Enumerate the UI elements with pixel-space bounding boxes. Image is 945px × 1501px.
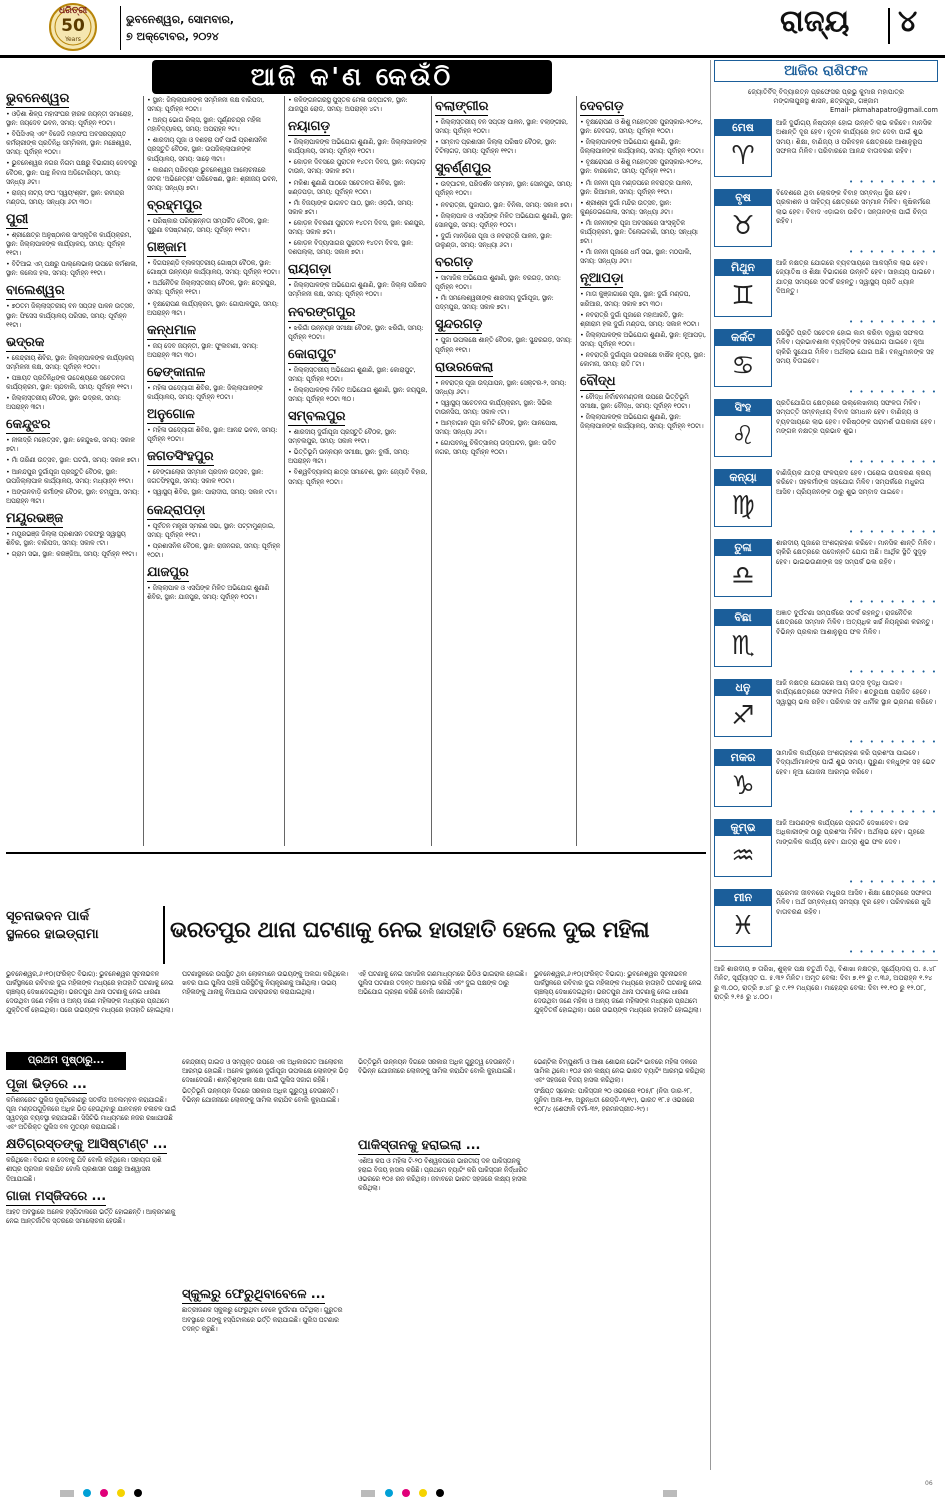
- event-item: • ଆନନ୍ଦପୁର ଦୁର୍ଗାପୂଜା ପ୍ରସ୍ତୁତି ବୈଠକ, ସ୍ଥାନ: ଉପଜିଲ୍ଲାପାଳ କାର୍ଯ୍ୟାଳୟ, ସମୟ: ମଧ୍ୟାହ୍ନ ୧୨ଟା।: [6, 467, 134, 485]
- front-paragraph: ଭିତ୍ତିଭୂମି ଉନ୍ନୟନ ଦିଗରେ ସରକାର ଅଧିକ ଗୁରୁତ୍ୱ ଦେଉଛନ୍ତି। ବିଭିନ୍ନ ଯୋଜନାରେ ଲୋକଙ୍କୁ ସାମିଲ କରାଯିବ ବୋଲି କୁହାଯାଇଛି।: [358, 1058, 515, 1076]
- registration-mark: [436, 1489, 444, 1497]
- district-heading: କେନ୍ଦ୍ରାପଡ଼ା: [147, 502, 206, 518]
- events-column-3: [288, 96, 428, 846]
- zodiac-badge: [714, 259, 772, 317]
- news-paragraph: ଭୁବନେଶ୍ୱର,୬।୧୦(ଫରିକ୍ତ ବିଭାଗ): ଭୁବନେଶ୍ୱର ସୂଚନାଭବନ ପାର୍କସ୍ଥଳରେ ରବିବାର ଦୁଇ ମହିଳାଙ୍କ ମଧ୍ୟରେ ହାତାହାତି ଘଟଣାକୁ ନେଇ ଚାଞ୍ଚଲ୍ୟ ଦେଖାଦେଇଥିଲା। ଭରତପୁର ଥାନା ଘଟଣାକୁ ନେଇ ଧାରଣା ଦେଉଥିବା ଜଣେ ମହିଳା ଓ ଅନ୍ୟ ଜଣେ ମହିଳାଙ୍କ ମଧ୍ୟରେ ପ୍ରଥମେ ଯୁକ୍ତିତର୍କ ହୋଇଥିଲା। ପରେ ଉଭୟଙ୍କ ମଧ୍ୟରେ ହାତାହାତି ହୋଇଥିଲା।: [6, 970, 174, 1015]
- zodiac-prediction: ଆଜି ଆପଣଙ୍କ କାର୍ଯ୍ୟରେ ପ୍ରଗତି ଦେଖାଦେବ। ଉଚ୍ଚ ଅଧିକାରୀଙ୍କ ଠାରୁ ପ୍ରଶଂସା ମିଳିବ। ଅର୍ଥଲାଭ ହେବ। ଗୃହରେ ମାଙ୍ଗଳିକ କାର୍ଯ୍ୟ ହେବ। ଯାତ୍ରା ଶୁଭ ଫଳ ଦେବ।: [776, 819, 925, 846]
- event-item: • ମହିଳା ଉଦ୍ୟୋଗୀ ଶିବିର, ସ୍ଥାନ: ଆନନ୍ଦ ଭବନ, ସମୟ: ପୂର୍ବାହ୍ନ ୧୦ଟା।: [147, 426, 278, 444]
- zodiac-icon: ♓: [731, 911, 755, 941]
- rashifala-address: ମଙ୍ଗଳାପୁରସ୍ଥ ଶାସନ, ଛତ୍ରପୁର, ଗଞ୍ଜାମ: [773, 97, 879, 105]
- zodiac-row: [714, 469, 938, 527]
- district-heading: ମୟୂରଭଞ୍ଜ: [6, 510, 64, 526]
- separator-dots-icon: • • • • • • • • •: [849, 808, 938, 816]
- event-item: • କଳିଙ୍ଗନଗରସ୍ଥ ପୁସ୍ତକ ମେଳା ଉଦ୍‌ଘାଟନ, ସ୍ଥାନ: ଯାଜପୁର ରୋଡ, ସମୟ: ଅପରାହ୍ନ ୪ଟା।: [288, 96, 408, 114]
- separator-dots-icon: • • • • • • • • •: [849, 668, 938, 676]
- front-label-text: ପ୍ରଥମ ପୃଷ୍ଠାରୁ...: [27, 1055, 105, 1066]
- district-heading: ବରଗଡ଼: [435, 255, 473, 271]
- separator-dots-icon: • • • • • • • • •: [849, 318, 938, 326]
- news-paragraph: ଏହି ଘଟଣାକୁ ନେଇ ସାମାଜିକ ଗଣମାଧ୍ୟମରେ ଭିଡିଓ ଭାଇରାଲ ହୋଇଛି। ପୁଲିସ ଘଟଣାର ତଦନ୍ତ ଆରମ୍ଭ କରିଛି ଏବଂ ଦୁଇ ପକ୍ଷଙ୍କ ଠାରୁ ଅଭିଯୋଗ ଗ୍ରହଣ କରିଛି ବୋଲି ଜଣାପଡ଼ିଛି।: [358, 970, 527, 997]
- event-item: • ମାତା କୁଞ୍ଜାଗାରେ ପୂଜା, ସ୍ଥାନ: ଦୁର୍ଗା ମଣ୍ଡପ, ଖରିଆର, ସମୟ: ସକାଳ ୭ଟା ୩୦।: [580, 290, 691, 308]
- registration-mark: [402, 1489, 410, 1497]
- zodiac-prediction: ପ୍ରତିଯୋଗିତା କ୍ଷେତ୍ରରେ ଉଲ୍ଲେଖନୀୟ ସଫଳତା ମିଳିବ। ସମ୍ପତ୍ତି ସମ୍ବନ୍ଧୀୟ ବିବାଦ ସମାଧାନ ହେବ। ବାଣିଜ୍ୟ ଓ ବ୍ୟବସାୟରେ ଲାଭ ହେବ। ବରିଷ୍ଠଙ୍କ ପରାମର୍ଶ ଉପକାରୀ ହେବ। ମଙ୍ଗଳ ନକ୍ଷତ୍ର ପ୍ରଭାବ ଶୁଭ।: [776, 399, 936, 435]
- event-item: • ମକିଶା ଶୁଣାଣି ପାଠରେ ସଚେତନତା ଶିବିର, ସ୍ଥାନ: ଖଣ୍ଡପଡ଼ା, ସମୟ: ପୂର୍ବାହ୍ନ ୧୦ଟା।: [288, 178, 406, 196]
- zodiac-icon: ♉: [731, 211, 755, 241]
- side-title-box: [6, 908, 161, 966]
- zodiac-badge: [714, 819, 772, 877]
- separator-dots-icon: • • • • • • • • •: [849, 388, 938, 396]
- zodiac-prediction: ଆଜି ନକ୍ଷତ୍ର ଯୋଗରେ ଆୟ ଉତ୍ସ ବୃଦ୍ଧି ପାଇବ। କାର୍ଯ୍ୟକ୍ଷେତ୍ରରେ ସଫଳତା ମିଳିବ। ଶତ୍ରୁପକ୍ଷ ପରାଜିତ ହେବେ। ସ୍ୱାସ୍ଥ୍ୟ ଭଲ ରହିବ। ପରିବାର ସହ ଧାର୍ମିକ ସ୍ଥାନ ଭ୍ରମଣ କରିବେ।: [776, 679, 937, 706]
- rashifala-title: ଆଜିର ରାଶିଫଳ: [784, 63, 868, 79]
- zodiac-name: କୁମ୍ଭ: [715, 820, 771, 836]
- separator-dots-icon: • • • • • • • • •: [849, 738, 938, 746]
- event-item: • ଜିଲ୍ଲାପାଳ ଓ ଏସପିଙ୍କ ମିଳିତ ଅଭିଯୋଗ ଶୁଣାଣି ଶିବିର, ସ୍ଥାନ: ଯାଜପୁର, ସମୟ: ପୂର୍ବାହ୍ନ ୧୦ଟା।: [147, 583, 270, 601]
- separator-dots-icon: • • • • • • • • •: [849, 598, 938, 606]
- zodiac-name: ବିଛା: [715, 610, 771, 626]
- event-item: • ବୌଦ୍ଧ ନିର୍ବାଚନମଣ୍ଡଳୀ ଉପରେ ଭିତ୍ତିଭୂମି ସମୀକ୍ଷା, ସ୍ଥାନ: ବୌଦ୍ଧ, ସମୟ: ପୂର୍ବାହ୍ନ ୧୦ଟା।: [580, 393, 690, 411]
- registration-mark: [100, 1489, 108, 1497]
- district-heading: ଭୁବନେଶ୍ୱର: [6, 91, 70, 106]
- sub2-heading: ସ୍କୁଲରୁ ଫେରୁଥିବାବେଳେ ...: [182, 1287, 326, 1303]
- zodiac-name: ବୃଷ: [715, 190, 771, 206]
- zodiac-prediction: ଶାରଦୀୟ ପୂଜାରେ ଅଂଶଗ୍ରହଣ କରିବେ। ମାନସିକ ଶାନ୍ତି ମିଳିବ। ଚାକିରି କ୍ଷେତ୍ରରେ ପଦୋନ୍ନତି ଯୋଗ ଅଛି। ଆର୍ଥିକ ସ୍ଥିତି ସୁଦୃଢ଼ ହେବ। ଭାଇଭଉଣୀଙ୍କ ସହ ସମ୍ପର୍କ ଭଲ ରହିବ।: [776, 539, 935, 566]
- rashifala-signs: [714, 119, 938, 956]
- front-paragraph: କେନ୍ଦ୍ରୀୟ ଗାଇଡ ଓ ସମ୍ପୃକ୍ତ ଉପରେ ଏକ ଅଧିକାରଗତ ଆଲୋଚନା ଆରମ୍ଭ ହୋଇଛି। ଅନେକ ସ୍ଥାନରେ ଦୁର୍ଗାପୂଜା ଉପଲକ୍ଷେ ଲୋକଙ୍କ ଭିଡ଼ ଦେଖାଦେଉଛି। ଶାନ୍ତିଶୃଙ୍ଖଳା ରକ୍ଷା ପାଇଁ ପୁଲିସ ସଜାଗ ରହିଛି।: [182, 1058, 349, 1085]
- registration-mark: [361, 1490, 375, 1497]
- separator-dots-icon: • • • • • • • • •: [849, 178, 938, 186]
- event-item: • ଜିଲ୍ଲାପାଳଙ୍କ ଅଭିଯୋଗ ଶୁଣାଣି, ସ୍ଥାନ: ଜିଲ୍ଲାପାଳଙ୍କ କାର୍ଯ୍ୟାଳୟ, ସମୟ: ପୂର୍ବାହ୍ନ ୧୦ଟା।: [580, 413, 704, 431]
- separator-dots-icon: • • • • • • • • •: [849, 878, 938, 886]
- zodiac-row: [714, 819, 938, 877]
- event-item: • କୋଡ଼ଳ ଦିବସରେ ପୁରାତନ ୧୪ତମ ଦିବସ, ସ୍ଥାନ: ନୟାଗଡ଼ ଟାଉନ, ସମୟ: ସକାଳ ୭ଟା।: [288, 158, 426, 176]
- rashifala-author: ଜ୍ୟୋତିର୍ବିଦ୍ ବିଦ୍ୟାରତ୍ନ ପ୍ରଫେସର ପ୍ରଭୁ କୁମାର ମହାପାତ୍ର: [748, 88, 904, 96]
- event-item: • ଗ୍ରାମ ସଭା, ସ୍ଥାନ: କରଞ୍ଜିଆ, ସମୟ: ପୂର୍ବାହ୍ନ ୧୧ଟା।: [6, 550, 137, 559]
- event-item: • ମୟୂରଭଞ୍ଜ ଜିଲ୍ଲା ପ୍ରଶାସନ ତରଫରୁ ସ୍ୱାସ୍ଥ୍ୟ ଶିବିର, ସ୍ଥାନ: ବାରିପଦା, ସମୟ: ସକାଳ ୯ଟା।: [6, 529, 126, 547]
- event-item: • କେନ୍ଦ୍ରୀୟ ଶିବିର, ସ୍ଥାନ: ଜିଲ୍ଲାପାଳଙ୍କ କାର୍ଯ୍ୟାଳୟ ସମ୍ମିଳନୀ କକ୍ଷ, ସମୟ: ପୂର୍ବାହ୍ନ ୧୦ଟା।: [6, 353, 134, 371]
- zodiac-icon: ♌: [731, 421, 755, 451]
- registration-mark: [60, 1490, 74, 1497]
- zodiac-name: ମିଥୁନ: [715, 260, 771, 276]
- district-heading: ଅନୁଗୋଳ: [147, 407, 195, 423]
- event-item: • ମାଁ ଜନନୀ ପୂଜା ମଣ୍ଡପରେ ନବରାତ୍ର ପାଳନ, ସ୍ଥାନ: ରିଆମାଳ, ସମୟ: ପୂର୍ବାହ୍ନ ୧୧ଟା।: [580, 178, 693, 196]
- zodiac-name: ତୁଳା: [715, 540, 771, 556]
- zodiac-icon: ♊: [731, 281, 755, 311]
- zodiac-name: ସିଂହ: [715, 400, 771, 416]
- zodiac-prediction: ପ୍ରେମଜ ଜୀବନରେ ମଧୁରତା ଆସିବ। ଶିକ୍ଷା କ୍ଷେତ୍ରରେ ସଫଳତା ମିଳିବ। ଅର୍ଥ ସମ୍ବନ୍ଧୀୟ ସମସ୍ୟା ଦୂର ହେବ। ପରିବାରରେ ଖୁସି ବାତାବରଣ ରହିବ।: [776, 889, 932, 916]
- event-item: • ନବରାତ୍ର ପୂଜା ଉଦ୍‌ଯାପନ, ସ୍ଥାନ: ସେକ୍ଟର-୨, ସମୟ: ସନ୍ଧ୍ୟା ୬ଟା।: [435, 378, 567, 396]
- anniversary-years: Years: [65, 36, 81, 43]
- event-item: • ଜିଲ୍ଲାପାଳଙ୍କ ଅଭିଯୋଗ ଶୁଣାଣି, ସ୍ଥାନ: ଜିଲ୍ଲା ପରିଷଦ ସମ୍ମିଳନୀ କକ୍ଷ, ସମୟ: ପୂର୍ବାହ୍ନ ୧୦ଟା।: [288, 281, 427, 299]
- event-item: • ଜିଲ୍ଲାସ୍ତରୀୟ ବୈଠକ, ସ୍ଥାନ: ଭଦ୍ରକ, ସମୟ: ଅପରାହ୍ନ ୩ଟା।: [6, 394, 121, 412]
- zodiac-row: [714, 399, 938, 457]
- front-column-1: [6, 1074, 176, 1466]
- zodiac-prediction: ବିଦେଶରେ ଥିବା ଲୋକଙ୍କ ବିବାହ ସମ୍ବନ୍ଧ ସ୍ଥିର ହେବ। ପ୍ରକାଶନ ଓ ସାହିତ୍ୟ କ୍ଷେତ୍ରରେ ସମ୍ମାନ ମିଳିବ। କୃଷିକର୍ମରେ ଲାଭ ହେବ। ବିବାଦ ଏଡ଼ାଇବା ଉଚିତ। ସନ୍ତାନଙ୍କ ପାଇଁ ଚିନ୍ତା ରହିବ।: [776, 189, 931, 225]
- event-item: • ଜିଲ୍ଲାସ୍ତରୀୟ ଅଭିଯୋଗ ଶୁଣାଣି, ସ୍ଥାନ: କୋରାପୁଟ, ସମୟ: ପୂର୍ବାହ୍ନ ୧୦ଟା।: [288, 365, 416, 383]
- event-item: • ବୃକ୍ଷରୋପଣ ଓ ଶିଶୁ ମହୋତ୍ସବ ପୁରସ୍କାର-୨୦୨୪, ସ୍ଥାନ: ବାରକୋଟ, ସମୟ: ପୂର୍ବାହ୍ନ ୧୧ଟା।: [580, 158, 703, 176]
- event-item: • ସ୍ଥାନ: ଜିଲ୍ଲାପାଳଙ୍କ ସମ୍ମିଳନୀ କକ୍ଷ ବାରିପଦା, ସମୟ: ପୂର୍ବାହ୍ନ ୧୦ଟା।: [147, 96, 265, 114]
- continuation-text: କରିଥିଲେ। ବିଭାଗ ନ ଦେବାକୁ ଯିବି ବୋଲି କହିଥିଲେ। ସହାୟତା ରାଶି ଶୀଘ୍ର ପ୍ରଦାନ କରାଯିବ ବୋଲି ପ୍ରଶାସନ ପକ୍ଷରୁ ଆଶ୍ୱାସନା ଦିଆଯାଇଛି।: [6, 1156, 162, 1183]
- zodiac-name: ମକର: [715, 750, 771, 766]
- section-title: ରାଜ୍ୟ: [780, 4, 850, 39]
- district-heading: ନୟାଗଡ଼: [288, 119, 330, 135]
- zodiac-name: ମୀନ: [715, 890, 771, 906]
- district-heading: କନ୍ଧମାଳ: [147, 322, 196, 338]
- zodiac-badge: [714, 329, 772, 387]
- column-divider: [431, 96, 432, 846]
- event-item: • ଦୁର୍ଗା ମାନଡ଼ିରେ ପୂଜା ଓ ନବରାତ୍ରି ପାଳନ, ସ୍ଥାନ: ଉଲୁଣ୍ଡା, ସମୟ: ସନ୍ଧ୍ୟା ୬ଟା।: [435, 231, 552, 249]
- zodiac-prediction: ସାମାଜିକ କାର୍ଯ୍ୟରେ ଅଂଶଗ୍ରହଣ କରି ପ୍ରଶଂସା ପାଇବେ। ବିଦ୍ୟାର୍ଥୀମାନଙ୍କ ପାଇଁ ଶୁଭ ସମୟ। ପୁରୁଣା ବନ୍ଧୁଙ୍କ ସହ ଭେଟ ହେବ। ନୂଆ ଯୋଜନା ଆରମ୍ଭ କରିବେ।: [776, 749, 936, 776]
- zodiac-badge: [714, 119, 772, 177]
- zodiac-icon: ♑: [731, 771, 755, 801]
- masthead-rule: [0, 55, 945, 58]
- event-item: • ମାଁ ଜନନୀଙ୍କ ପୂଜା ଅବସରରେ ସାଂସ୍କୃତିକ କାର୍ଯ୍ୟକ୍ରମ, ସ୍ଥାନ: ତିଲେଇବାଣି, ସମୟ: ସନ୍ଧ୍ୟା ୭ଟା।: [580, 218, 698, 246]
- zodiac-prediction: ଆଜି ଦୁର୍ଭାଗ୍ୟ ନିଷ୍ପନ୍ନ ହୋଇ ଉନ୍ନତି ଲାଭ କରିବେ। ମାନସିକ ଅଶାନ୍ତି ଦୂର ହେବ। ନୂତନ କାର୍ଯ୍ୟରେ ହାତ ଦେବା ପାଇଁ ଶୁଭ ସମୟ। ଶିକ୍ଷା, ବାଣିଜ୍ୟ ଓ ପରିବହନ କ୍ଷେତ୍ରରେ ଆଶାନୁରୂପ ସଫଳତା ମିଳିବ। ପରିବାରରେ ଆନନ୍ଦ ବାତାବରଣ ରହିବ।: [776, 119, 933, 155]
- page-code: 06: [925, 1480, 933, 1487]
- zodiac-badge: [714, 679, 772, 737]
- zodiac-row: [714, 259, 938, 317]
- front-paragraph: ସଂକ୍ଷିପ୍ତ ସ୍କୋର: ପାକିସ୍ତାନ ୨୦ ଓଭରରେ ୧୦୫/୮ (ନିଦା ଡାର-୨୮, ମୁନିବା ଅଲୀ-୧୭, ଅରୁନ୍ଧତୀ ରେଡ୍ଡି-୩/୧୯), ଭାରତ ୧୮.୫ ଓଭରରେ ୧୦୮/୪ (ଶେଫାଳି ବର୍ମା-୩୨, ହରମନପ୍ରୀତ-୨୯)।: [534, 1087, 695, 1114]
- district-heading: ନବରଙ୍ଗପୁର: [288, 304, 356, 320]
- event-item: • ସମ୍ବାଦ ପ୍ରଶାସନ ଜିଲ୍ଲା ପରିଷଦ ବୈଠକ, ସ୍ଥାନ: ଟିଟିଲାଗଡ଼, ସମୟ: ପୂର୍ବାହ୍ନ ୧୧ଟା।: [435, 138, 557, 156]
- event-item: • ବିପିସିଏଲ୍ ଏବଂ ବିଜେଡି ମହାସଂଘ ଅବସରପ୍ରାପ୍ତ କର୍ମଚାରୀଙ୍କ ପ୍ରତିନିଧି ସମ୍ମିଳନୀ, ସ୍ଥାନ: ମଞ୍ଚେଶ୍ୱର, ସମୟ: ପୂର୍ବାହ୍ନ ୧୦ଟା।: [6, 130, 132, 157]
- page-number: ୪: [898, 4, 918, 39]
- event-item: • ଭୁବନେଶ୍ୱର ନଗର ନିଗମ ପକ୍ଷରୁ ବିଭାଗୀୟ ଦେବଦ୍ରୁ ବୈଠକ, ସ୍ଥାନ: ପାନ୍ଥ ନିବାସ ଅଡିଟୋରିୟମ, ସମୟ: ସନ୍ଧ୍ୟା ୬ଟା।: [6, 159, 138, 186]
- news-headline: ଭରତପୁର ଥାନା ଘଟଣାକୁ ନେଇ ହାତାହାତି ହେଲେ ଦୁଇ ମହିଳା: [170, 918, 650, 943]
- news-body-col-3: [358, 970, 528, 1048]
- event-item: • ମହିଳା ଉଦ୍ୟୋଗୀ ଶିବିର, ସ୍ଥାନ: ଜିଲ୍ଲାପାଳଙ୍କ କାର୍ଯ୍ୟାଳୟ, ସମୟ: ପୂର୍ବାହ୍ନ ୧୦ଟା।: [147, 383, 263, 401]
- zodiac-icon: ♏: [731, 631, 755, 661]
- continuation-text: ଆହତ ଅବସ୍ଥାରେ ଅନେକ ହସ୍ପିଟାଲରେ ଭର୍ତ୍ତି ହୋଇଛନ୍ତି। ଆକ୍ରମଣକୁ ନେଇ ଆନ୍ତର୍ଜାତିକ ସ୍ତରରେ ସମାଲୋଚନା ହେଉଛି।: [6, 1207, 176, 1225]
- zodiac-icon: ♒: [731, 841, 755, 871]
- event-item: • ନବରାତ୍ରୀ, ପୁଜାପାଠ, ସ୍ଥାନ: ବିନିକା, ସମୟ: ସକାଳ ୭ଟା।: [435, 200, 573, 209]
- zodiac-icon: ♋: [731, 351, 755, 381]
- zodiac-row: [714, 609, 938, 667]
- district-heading: କେନ୍ଦୁଝର: [6, 417, 51, 433]
- zodiac-row: [714, 329, 938, 387]
- event-item: • ଦିଗପହଣ୍ଡି ବ୍ଲକସ୍ତରୀୟ ଗୋଷ୍ଠୀ ବୈଠକ, ସ୍ଥାନ: ଗୋଷ୍ଠୀ ଉନ୍ନୟନ କାର୍ଯ୍ୟାଳୟ, ସମୟ: ପୂର୍ବାହ୍ନ ୧୦ଟା।: [147, 259, 280, 277]
- event-item: • ଗୋପବନ୍ଧୁ ଚିକିତ୍ସାଳୟ ଉଦ୍‌ଘାଟନ, ସ୍ଥାନ: ଉଦିତ ନଗର, ସମୟ: ପୂର୍ବାହ୍ନ ୧୦ଟା।: [435, 439, 557, 457]
- event-item: • ଉଦ୍‌ଘାଟନ, ପରିଦର୍ଶନ ସମ୍ମାନ, ସ୍ଥାନ: ସୋନପୁର, ସମୟ: ପୂର୍ବାହ୍ନ ୧୦ଟା।: [435, 180, 573, 198]
- sub1-text: ଏଶିଆ କପ ଓ ମହିଳା ଟି-୨୦ ବିଶ୍ୱକପରେ ଭାରତୀୟ ଦଳ ପାକିସ୍ତାନକୁ ହରାଇ ବିଜୟ ହାସଲ କରିଛି। ପ୍ରଥମେ ବ୍ୟାଟିଂ କରି ପାକିସ୍ତାନ ନିର୍ଦ୍ଧାରିତ ଓଭରରେ ୧୦୫ ରନ କରିଥିଲା। ଜବାବରେ ଭାରତ ସହଜରେ ଲକ୍ଷ୍ୟ ହାସଲ କରିଥିଲା।: [358, 1157, 528, 1193]
- district-heading: ସମ୍ବଲପୁର: [288, 409, 346, 425]
- district-heading: ଗଞ୍ଜାମ: [147, 240, 187, 256]
- registration-mark: [419, 1489, 427, 1497]
- zodiac-icon: ♈: [731, 141, 755, 171]
- event-item: • ଜିଲ୍ଲାସ୍ତରୀୟ ବନ ସପ୍ତାହ ପାଳନ, ସ୍ଥାନ: ବଲାଙ୍ଗୀର, ସମୟ: ପୂର୍ବାହ୍ନ ୧୦ଟା।: [435, 118, 568, 136]
- district-heading: ରାୟଗଡ଼ା: [288, 262, 332, 278]
- rashifala-panel: [714, 60, 938, 1470]
- event-item: • ବୃକ୍ଷରୋପଣ କାର୍ଯ୍ୟକ୍ରମ, ସ୍ଥାନ: ଗୋପାଳପୁର, ସମୟ: ଅପରାହ୍ନ ୩ଟା।: [147, 299, 279, 317]
- footer-bar: [0, 1476, 945, 1497]
- event-item: • ପୁଜା ଉପଲକ୍ଷେ ଶାନ୍ତି ବୈଠକ, ସ୍ଥାନ: ସୁନ୍ଦରଗଡ଼, ସମୟ: ପୂର୍ବାହ୍ନ ୧୧ଟା।: [435, 336, 572, 354]
- zodiac-row: [714, 889, 938, 947]
- event-item: • ଜିଲ୍ଲାପାଳଙ୍କ ଅଭିଯୋଗ ଶୁଣାଣି, ସ୍ଥାନ: ଜିଲ୍ଲାପାଳଙ୍କ କାର୍ଯ୍ୟାଳୟ, ସମୟ: ପୂର୍ବାହ୍ନ ୧୦ଟା।: [288, 138, 427, 156]
- column-divider: [576, 96, 577, 846]
- district-heading: ଜଗତସିଂହପୁର: [147, 449, 214, 465]
- zodiac-icon: ♍: [731, 491, 755, 521]
- front-paragraph: ଭେଣ୍ଟିଲ ଚିମ୍ପୁଶର୍ମା ଓ ଆଶା ଶୋଭନା ଭୋଟିଂ ଭାବରେ ମହିଳା ଦଳରେ ସାମିଲ ଥିଲେ। ୧୦୬ ରନ ଲକ୍ଷ୍ୟ ନେଇ ଭାରତ ବ୍ୟାଟିଂ ଆରମ୍ଭ କରିଥିଲା ଏବଂ ସହଜରେ ବିଜୟ ହାସଲ କରିଥିଲା।: [534, 1058, 705, 1085]
- event-item: • ଜୟ ଦେବ ଜୟନ୍ତୀ, ସ୍ଥାନ: ଫୁଲବାଣୀ, ସମୟ: ଅପରାହ୍ନ ୩ଟା ୩୦।: [147, 341, 259, 359]
- event-item: • ମାଁ ତାରିଣୀ ଉତ୍ସବ, ସ୍ଥାନ: ଘଟଗାଁ, ସମୟ: ସକାଳ ୭ଟା।: [6, 456, 140, 465]
- event-item: • ପଞ୍ଚାୟତ ପ୍ରତିନିଧିଙ୍କ ଉଦ୍ଦେଶ୍ୟରେ ସଚେତନତା କାର୍ଯ୍ୟକ୍ରମ, ସ୍ଥାନ: ଚାନ୍ଦବାଲି, ସମୟ: ପୂର୍ବାହ୍ନ ୧୧ଟା।: [6, 373, 132, 391]
- zodiac-row: [714, 749, 938, 807]
- event-item: • ପୂର୍ବତନ ମନ୍ତ୍ରୀ ସ୍ମରଣ ସଭା, ସ୍ଥାନ: ପଟ୍ଟାମୁଣ୍ଡାଇ, ସମୟ: ପୂର୍ବାହ୍ନ ୧୧ଟା।: [147, 521, 275, 539]
- zodiac-row: [714, 539, 938, 597]
- district-heading: ଦେବଗଡ଼: [580, 99, 624, 114]
- event-item: • ନବରାତ୍ରି ଦୁର୍ଗାପୂଜା ଉପଲକ୍ଷେ ବାର୍ଷିକ ନୃତ୍ୟ, ସ୍ଥାନ: କୋମନା, ସମୟ: ରାତି ୮ଟା।: [580, 350, 706, 369]
- event-item: • ଝରିଗାଁ ଉନ୍ନୟନ ସମୀକ୍ଷା ବୈଠକ, ସ୍ଥାନ: ଝରିଗାଁ, ସମୟ: ପୂର୍ବାହ୍ନ ୧୦ଟା।: [288, 323, 424, 341]
- masthead-date: ୭ ଅକ୍ଟୋବର, ୨୦୨୪: [126, 30, 219, 43]
- side-title-line-1: ସୂଚନାଭବନ ପାର୍କ: [6, 909, 90, 924]
- event-item: • ଶ୍ରୀକ୍ଷେତ୍ର ଅନୁଷ୍ଠାନର ସାଂସ୍କୃତିକ କାର୍ଯ୍ୟକ୍ରମ, ସ୍ଥାନ: ଜିଲ୍ଲାପାଳଙ୍କ କାର୍ଯ୍ୟାଳୟ, ସମୟ: ପୂର୍ବାହ୍ନ ୧୧ଟା।: [6, 230, 132, 258]
- rashifala-title-bar: [714, 60, 938, 82]
- event-item: • ରାଜ୍ୟ ନାଟ୍ୟ ସଂଘ 'ସ୍ୱୟଂଶ୍ରୀ', ସ୍ଥାନ: ରବୀନ୍ଦ୍ର ମଣ୍ଡପ, ସମୟ: ସନ୍ଧ୍ୟା ୬ଟା ୩୦।: [6, 188, 125, 206]
- zodiac-icon: ♐: [731, 701, 755, 731]
- news-paragraph: ଘଟଣାସ୍ଥଳରେ ଉପସ୍ଥିତ ଥିବା ଲୋକମାନେ ଉଭୟଙ୍କୁ ଅଲଗା କରିଥିଲେ। ଖବର ପାଇ ପୁଲିସ ପହଞ୍ଚି ପରିସ୍ଥିତିକୁ ନିୟନ୍ତ୍ରଣକୁ ଆଣିଥିଲା। ଉଭୟ ମହିଳାଙ୍କୁ ଥାନାକୁ ନିଆଯାଇ ପଚରାଉଚରା କରାଯାଇଥିଲା।: [182, 970, 349, 997]
- continuation-heading: ପୂଜା ଭିଡ଼ରେ ...: [6, 1077, 87, 1092]
- zodiac-name: କର୍କଟ: [715, 330, 771, 346]
- district-heading: ବାଲେଶ୍ୱର: [6, 283, 65, 299]
- front-column-3: [358, 1058, 528, 1466]
- events-banner-title: ଆଜି କ'ଣ କେଉଁଠି: [250, 62, 454, 91]
- zodiac-prediction: ପରିସ୍ଥିତି ପ୍ରତି ସଚେତନ ହୋଇ କାମ କରିବା ଦ୍ୱାରା ସଫଳତା ମିଳିବ। ପ୍ରଭାବଶାଳୀ ବ୍ୟକ୍ତିଙ୍କ ସହଯୋଗ ପାଇବେ। ନୂଆ ଚାକିରି ସୁଯୋଗ ମିଳିବ। ଅର୍ଥଲାଭ ଯୋଗ ଅଛି। ବନ୍ଧୁମାନଙ୍କ ସହ ସମୟ ବିତାଇବେ।: [776, 329, 935, 365]
- registration-mark: [117, 1489, 125, 1497]
- district-heading: ବଲାଙ୍ଗୀର: [435, 99, 489, 114]
- event-item: • ପରିଷ୍କାର ପରିଚ୍ଛନ୍ନତା ସମ୍ପର୍କିତ ବୈଠକ, ସ୍ଥାନ: ପୁରୁଣା ବସଷ୍ଟାଣ୍ଡ, ସମୟ: ପୂର୍ବାହ୍ନ ୧୧ଟା।: [147, 216, 270, 235]
- event-item: • ମାଁ ସମଲେଶ୍ୱରୀଙ୍କ ଶାରଦୀୟ ଦୁର୍ଗାପୂଜା, ସ୍ଥାନ: ପଦ୍ମପୁର, ସମୟ: ସକାଳ ୭ଟା।: [435, 294, 554, 312]
- front-column-4: [534, 1058, 706, 1466]
- registration-mark: [385, 1489, 393, 1497]
- sub1-heading: ପାକିସ୍ତାନକୁ ହରାଇଲା ...: [358, 1138, 481, 1154]
- district-heading: ସୁନ୍ଦରଗଡ଼: [435, 317, 483, 333]
- zodiac-row: [714, 189, 938, 247]
- continuation-heading: କ୍ଷତିଗ୍ରସ୍ତଙ୍କୁ ଆସିଷ୍ଟାଣ୍ଟ ...: [6, 1137, 168, 1153]
- zodiac-badge: [714, 609, 772, 667]
- zodiac-badge: [714, 469, 772, 527]
- headline-divider: [163, 906, 165, 964]
- district-heading: ବୌଦ୍ଧ: [580, 374, 616, 390]
- zodiac-prediction: ବାଣିଜ୍ୟିକ ଯାତ୍ରା ଫଳପ୍ରଦ ହେବ। ଘରୋଇ ଉପକରଣ କ୍ରୟ କରିବେ। ସହକର୍ମୀଙ୍କ ସହଯୋଗ ମିଳିବ। ସମ୍ପର୍କରେ ମଧୁରତା ଆସିବ। ପ୍ରିୟଜନଙ୍କ ଠାରୁ ଶୁଭ ସମ୍ବାଦ ପାଇବେ।: [776, 469, 932, 496]
- event-item: • ଜିଲ୍ଲାପାଳଙ୍କ ଅଭିଯୋଗ ଶୁଣାଣି, ସ୍ଥାନ: ନୂଆପଡ଼ା, ସମୟ: ପୂର୍ବାହ୍ନ ୧୦ଟା।: [580, 330, 706, 348]
- separator-dots-icon: • • • • • • • • •: [849, 528, 938, 536]
- district-heading: ଢେଙ୍କାନାଳ: [147, 364, 206, 380]
- news-paragraph: ଭୁବନେଶ୍ୱର,୬।୧୦(ଫରିକ୍ତ ବିଭାଗ): ଭୁବନେଶ୍ୱର ସୂଚନାଭବନ ପାର୍କସ୍ଥଳରେ ରବିବାର ଦୁଇ ମହିଳାଙ୍କ ମଧ୍ୟରେ ହାତାହାତି ଘଟଣାକୁ ନେଇ ଚାଞ୍ଚଲ୍ୟ ଦେଖାଦେଇଥିଲା। ଭରତପୁର ଥାନା ଘଟଣାକୁ ନେଇ ଧାରଣା ଦେଉଥିବା ଜଣେ ମହିଳା ଓ ଅନ୍ୟ ଜଣେ ମହିଳାଙ୍କ ମଧ୍ୟରେ ପ୍ରଥମେ ଯୁକ୍ତିତର୍କ ହୋଇଥିଲା। ପରେ ଉଭୟଙ୍କ ମଧ୍ୟରେ ହାତାହାତି ହୋଇଥିଲା।: [534, 970, 702, 1015]
- event-item: • ଆମ୍ବାଗାନ ପୂଜା କମିଟି ବୈଠକ, ସ୍ଥାନ: ପାନପୋଷ, ସମୟ: ସନ୍ଧ୍ୟା ୬ଟା।: [435, 418, 558, 437]
- zodiac-icon: ♎: [731, 561, 755, 591]
- event-item: • ନୀଳାଦ୍ରି ମହୋତ୍ସବ, ସ୍ଥାନ: କେନ୍ଦୁଝର, ସମୟ: ସକାଳ ୭ଟା।: [6, 436, 135, 454]
- event-item: • ବୃକ୍ଷରୋପଣ ଓ ଶିଶୁ ମହୋତ୍ସବ ପୁରସ୍କାର-୨୦୨୪, ସ୍ଥାନ: ଦେବଗଡ଼, ସମୟ: ପୂର୍ବାହ୍ନ ୧୦ଟା।: [580, 118, 703, 136]
- event-item: • ଜିଲ୍ଲାପାଳ ଓ ଏସ୍‌ପିଙ୍କ ମିଳିତ ଅଭିଯୋଗ ଶୁଣାଣି, ସ୍ଥାନ: ସୋନପୁର, ସମୟ: ପୂର୍ବାହ୍ନ ୧୦ଟା।: [435, 211, 573, 229]
- rashifala-email: Email- pkmahapatro@gmail.com: [830, 106, 938, 114]
- event-item: • ବିଶ୍ୱବିଦ୍ୟାଳୟ ଛାତ୍ର ସମାବେଶ, ସ୍ଥାନ: ଜ୍ୟୋତି ବିହାର, ସମୟ: ପୂର୍ବାହ୍ନ ୧୦ଟା।: [288, 468, 428, 486]
- registration-mark: [663, 1490, 677, 1497]
- separator-dots-icon: • • • • • • • • •: [849, 458, 938, 466]
- masthead-divider: [120, 6, 121, 50]
- district-heading: ବ୍ରହ୍ମପୁର: [147, 197, 203, 213]
- event-item: • ଅନ୍ୟ ଭୋଗ ରିଲ୍ସ, ସ୍ଥାନ: ପୂର୍ଣ୍ଣଚନ୍ଦ୍ର ମହିଳା ମହାବିଦ୍ୟାଳୟ, ସମୟ: ଅପରାହ୍ନ ୨ଟା।: [147, 116, 261, 134]
- news-body-col-4: [534, 970, 706, 1048]
- news-body-col-2: [182, 970, 352, 1048]
- zodiac-name: ମେଷ: [715, 120, 771, 136]
- event-item: • କାରଣମ୍ ପରିଚୟର ଭୁବନେଶ୍ୱର ଆଲୋଚନାରେ ନାଟକ 'ଅଭିନେତ୍ରୀ' ପରିବେଷଣ, ସ୍ଥାନ: ଶ୍ରୀଜୟ ଭବନ, ସମୟ: ସନ୍ଧ୍ୟା ୭ଟା।: [147, 165, 278, 192]
- event-item: • ଶ୍ରୀଶ୍ରୀ ଦୁର୍ଗା ମନ୍ଦିର ଉତ୍ସବ, ସ୍ଥାନ: କୁଣ୍ଡେଇଗୋଳା, ସମୟ: ସନ୍ଧ୍ୟା ୬ଟା।: [580, 198, 673, 216]
- event-item: • ଅର୍ଥନୈତିକ ଜିଲ୍ଲାସ୍ତରୀୟ ବୈଠକ, ସ୍ଥାନ: ଛତ୍ରପୁର, ସମୟ: ପୂର୍ବାହ୍ନ ୧୧ଟା।: [147, 279, 277, 297]
- panchang-text: ଆଜି ଶାରଦୀୟ ୭ ତାରିଖ, ଶୁକ୍ଳ ପକ୍ଷ ଚତୁର୍ଥୀ ତିଥି, ବିଶାଖା ନକ୍ଷତ୍ର, ସୂର୍ଯ୍ୟୋଦୟ ଘ. ୫.୪୮ ମିନିଟ, ସୂର୍ଯ୍ୟାସ୍ତ ଘ. ୫.୩୨ ମିନିଟ। ଅମୃତ ବେଳା: ଦିବା ୭.୧୨ ରୁ ୯.୩୬, ଅପରାହ୍ନ ୧.୨୪ ରୁ ୩.୦୦, ରାତ୍ରି ୭.୪୮ ରୁ ୯.୧୨ ମଧ୍ୟରେ। ମାହେନ୍ଦ୍ର ବେଳା: ଦିବା ୧୧.୧୦ ରୁ ୧୨.୦୮, ରାତ୍ରି ୨.୧୫ ରୁ ୪.୦୦।: [714, 960, 938, 1002]
- event-item: • ନବରାତ୍ରି ଦୁର୍ଗା ପୂଜାରେ ମହାଆରତି, ସ୍ଥାନ: ଶ୍ରୀରାମ ହଲ ଦୁର୍ଗା ମଣ୍ଡପ, ସମୟ: ସକାଳ ୧୦ଟା।: [580, 310, 700, 328]
- event-item: • ଶାରଦୀୟ ଦୁର୍ଗାପୂଜା ପ୍ରସ୍ତୁତି ବୈଠକ, ସ୍ଥାନ: ସମ୍ବଲପୁର, ସମୟ: ସକାଳ ୧୧ଟା।: [288, 428, 397, 446]
- registration-marks: [60, 1482, 880, 1492]
- paper-name: ଧରିତ୍ରୀ: [58, 6, 88, 16]
- continuation-text: କମିଶନରେଟ ପୁଲିସ ଦୃଷ୍ଟିକୋଣରୁ ସତର୍କତା ଅବଲମ୍ବନ କରାଯାଇଛି। ପୂଜା ମଣ୍ଡପଗୁଡ଼ିକରେ ଅଧିକ ଭିଡ଼ ହେଉଥିବାରୁ ଯାନବାହନ ଚଳାଚଳ ପାଇଁ ସ୍ୱତନ୍ତ୍ର ବ୍ୟବସ୍ଥା କରାଯାଇଛି। ସିସିଟିଭି ମାଧ୍ୟମରେ ନଜର ରଖାଯାଉଛି ଏବଂ ଅତିରିକ୍ତ ପୁଲିସ ବଳ ମୁତୟନ କରାଯାଇଛି।: [6, 1096, 176, 1132]
- column-divider: [710, 60, 711, 1470]
- front-label: [6, 1052, 126, 1070]
- front-column-2: [182, 1058, 352, 1466]
- events-column-4: [435, 96, 573, 846]
- event-item: • ବେଙ୍ଗାଲୋର ସମ୍ମାନ ପ୍ରଦାନ ଉତ୍ସବ, ସ୍ଥାନ: ଜଗତସିଂହପୁର, ସମୟ: ସକାଳ ୧୦ଟା।: [147, 468, 264, 486]
- news-top-rule: [6, 852, 706, 854]
- event-item: • ସ୍ୱାସ୍ଥ୍ୟ ଶିବିର, ସ୍ଥାନ: ପାରାଦୀପ, ସମୟ: ସକାଳ ୯ଟା।: [147, 488, 277, 497]
- separator-dots-icon: • • • • • • • • •: [849, 948, 938, 956]
- zodiac-badge: [714, 539, 772, 597]
- event-item: • ପ୍ରଶାସନିକ ବୈଠକ, ସ୍ଥାନ: ରାଜନଗର, ସମୟ: ପୂର୍ବାହ୍ନ ୧୦ଟା।: [147, 541, 281, 559]
- event-item: • ଅଙ୍ଗନବାଡ଼ି କର୍ମୀଙ୍କ ବୈଠକ, ସ୍ଥାନ: ଚମ୍ପୁଆ, ସମୟ: ଅପରାହ୍ନ ୩ଟା।: [6, 487, 140, 505]
- continuation-heading: ଗାଜା ମସ୍‌ଜିଦରେ ...: [6, 1188, 107, 1204]
- zodiac-badge: [714, 889, 772, 947]
- event-item: • ବିଟିଆଇ ଏମ୍ ପକ୍ଷରୁ ପାଲ୍ଲେଭାଲା ଉପରେ କର୍ମଶାଳା, ସ୍ଥାନ: କଲେଜ ହଲ, ସମୟ: ପୂର୍ବାହ୍ନ ୧୧ଟା।: [6, 260, 138, 278]
- sub2-text: ଛାତ୍ରୀଜଣକ ସ୍କୁଲରୁ ଫେରୁଥିବା ବେଳେ ଦୁର୍ଘଟଣା ଘଟିଥିଲା। ଗୁରୁତର ଅବସ୍ଥାରେ ତାଙ୍କୁ ହସ୍ପିଟାଲରେ ଭର୍ତ୍ତି କରାଯାଇଛି। ପୁଲିସ ଘଟଣାର ତଦନ୍ତ କରୁଛି।: [182, 1306, 343, 1333]
- zodiac-prediction: ଅଜ୍ଞାତ ଦୁର୍ଘଟଣା ସମ୍ପର୍କରେ ସତର୍କ ରହନ୍ତୁ। ରାଜନୈତିକ କ୍ଷେତ୍ରରେ ସମ୍ମାନ ମିଳିବ। ଅତ୍ୟଧିକ ଖର୍ଚ୍ଚ ନିୟନ୍ତ୍ରଣ କରନ୍ତୁ। ବିଭିନ୍ନ ପ୍ରକାର ଆଶାନୁରୂପ ଫଳ ମିଳିବ।: [776, 609, 934, 636]
- event-item: • ମାଁ ଜନନୀ ପୂଜାରେ ଧର୍ମ ସଭା, ସ୍ଥାନ: ମଠପାଲି, ସମୟ: ସନ୍ଧ୍ୟା ୬ଟା।: [580, 248, 692, 266]
- event-item: • ସାମାଜିକ ଅଭିଯୋଗ ଶୁଣାଣି, ସ୍ଥାନ: ବରଗଡ଼, ସମୟ: ପୂର୍ବାହ୍ନ ୧୦ଟା।: [435, 274, 561, 292]
- zodiac-badge: [714, 399, 772, 457]
- event-item: • ଭିତ୍ତିଭୂମି ଉନ୍ନୟନ ସମୀକ୍ଷା, ସ୍ଥାନ: ବୁର୍ଲା, ସମୟ: ଅପରାହ୍ନ ୩ଟା।: [288, 448, 410, 466]
- zodiac-badge: [714, 189, 772, 247]
- event-item: • ମାଁ ବିଜୟାଙ୍କ ଭାଗବତ ପାଠ, ସ୍ଥାନ: ଓଡ଼ଗାଁ, ସମୟ: ସକାଳ ୭ଟା।: [288, 198, 414, 216]
- zodiac-name: କନ୍ୟା: [715, 470, 771, 486]
- event-item: • କୋଡ଼ଳ ବିଦ୍ୟାସାଗର ପୁରାତନ ୧୪ତମ ଦିବସ, ସ୍ଥାନ: ଦଶପଲ୍ଲା, ସମୟ: ସକାଳ ୭ଟା।: [288, 239, 414, 257]
- news-body-col-1: [6, 970, 176, 1048]
- masthead-section-divider: [888, 8, 890, 44]
- side-title-line-2: ସ୍ଥଳରେ ହାଇଡ୍ରାମା: [6, 927, 99, 942]
- zodiac-row: [714, 119, 938, 177]
- events-banner: [152, 60, 552, 94]
- event-item: • ଶାରଦୀୟ ପୂଜା ଓ ଦଶହରା ପର୍ବ ପାଇଁ ପ୍ରଶାସନିକ ପ୍ରସ୍ତୁତି ବୈଠକ, ସ୍ଥାନ: ଉପଜିଲ୍ଲାପାଳଙ୍କ କାର୍ଯ୍ୟାଳୟ, ସମୟ: ସାଢ଼େ ୩ଟା।: [147, 136, 268, 163]
- paper-logo: [28, 2, 118, 52]
- zodiac-badge: [714, 749, 772, 807]
- district-heading: ପୁରୀ: [6, 211, 29, 227]
- district-heading: ନୂଆପଡ଼ା: [580, 271, 624, 287]
- district-heading: ଯାଜପୁର: [147, 564, 189, 580]
- separator-dots-icon: • • • • • • • • •: [849, 248, 938, 256]
- registration-mark: [134, 1489, 142, 1497]
- event-item: • ଓଡ଼ିଶା ଶିଳ୍ପ ମହାସଂଘର ହୀରକ ଜୟନ୍ତୀ ସମାରୋହ, ସ୍ଥାନ: ଜୟଦେବ ଭବନ, ସମୟ: ପୂର୍ବାହ୍ନ ୧୦ଟା।: [6, 110, 134, 128]
- district-heading: ଭଦ୍ରକ: [6, 334, 45, 350]
- events-column-2: [147, 96, 281, 846]
- district-heading: ରାଉରକେଲା: [435, 359, 494, 375]
- event-item: • ଜିଲ୍ଲାପାଳଙ୍କ ଅଭିଯୋଗ ଶୁଣାଣି, ସ୍ଥାନ: ଜିଲ୍ଲାପାଳଙ୍କ କାର୍ଯ୍ୟାଳୟ, ସମୟ: ପୂର୍ବାହ୍ନ ୧୦ଟା।: [580, 138, 704, 156]
- zodiac-row: [714, 679, 938, 737]
- anniversary-number: 50: [61, 16, 85, 36]
- front-paragraph: ଭିତ୍ତିଭୂମି ଉନ୍ନୟନ ଦିଗରେ ସରକାର ଅଧିକ ଗୁରୁତ୍ୱ ଦେଉଛନ୍ତି। ବିଭିନ୍ନ ଯୋଜନାରେ ଲୋକଙ୍କୁ ସାମିଲ କରାଯିବ ବୋଲି କୁହାଯାଇଛି।: [182, 1087, 339, 1105]
- masthead: [0, 0, 945, 56]
- events-column-5: [580, 96, 706, 846]
- zodiac-prediction: ଆଜି ନକ୍ଷତ୍ର ଯୋଗରେ ବ୍ୟବସାୟରେ ଆକସ୍ମିକ ଲାଭ ହେବ। ଜ୍ୟୋତିଷ ଓ ଶିକ୍ଷା ବିଭାଗରେ ଉନ୍ନତି ହେବ। ସାହାଯ୍ୟ ପାଇବେ। ଯାତ୍ରା ସମୟରେ ସତର୍କ ରହନ୍ତୁ। ସ୍ୱାସ୍ଥ୍ୟ ପ୍ରତି ଧ୍ୟାନ ଦିଅନ୍ତୁ।: [776, 259, 935, 295]
- event-item: • ଜିଲ୍ଲାପାଳଙ୍କ ମିଳିତ ଅଭିଯୋଗ ଶୁଣାଣି, ସ୍ଥାନ: ଜୟପୁର, ସମୟ: ପୂର୍ବାହ୍ନ ୧୦ଟା ୩୦।: [288, 385, 428, 403]
- event-item: • କୋଡ଼ଳ ବିବରଣୀ ପୁରାତନ ୧୪ତମ ଦିବସ, ସ୍ଥାନ: ରଣପୁର, ସମୟ: ସକାଳ ୭ଟା।: [288, 218, 425, 237]
- zodiac-name: ଧନୁ: [715, 680, 771, 696]
- column-divider: [284, 96, 285, 846]
- district-heading: କୋରାପୁଟ: [288, 346, 336, 362]
- event-item: • ୭୦ତମ ଜିଲ୍ଲାସ୍ତରୀୟ ବନ ସପ୍ତାହ ପାଳନ ଉତ୍ସବ, ସ୍ଥାନ: ଫିସେସ କାର୍ଯ୍ୟାଳୟ ପରିସର, ସମୟ: ପୂର୍ବାହ୍ନ ୧୧ଟା।: [6, 302, 135, 329]
- masthead-city-day: ଭୁବନେଶ୍ୱର, ସୋମବାର,: [126, 13, 235, 26]
- events-column-1: [6, 88, 140, 846]
- district-heading: ସୁବର୍ଣ୍ଣପୁର: [435, 161, 491, 177]
- event-item: • ସ୍ୱାସ୍ଥ୍ୟ ସଚେତନତା କାର୍ଯ୍ୟକ୍ରମ, ସ୍ଥାନ: ସିଭିଲ ଟାଉନସିପ, ସମୟ: ସକାଳ ୯ଟା।: [435, 398, 552, 416]
- column-divider: [143, 96, 144, 846]
- registration-mark: [83, 1489, 91, 1497]
